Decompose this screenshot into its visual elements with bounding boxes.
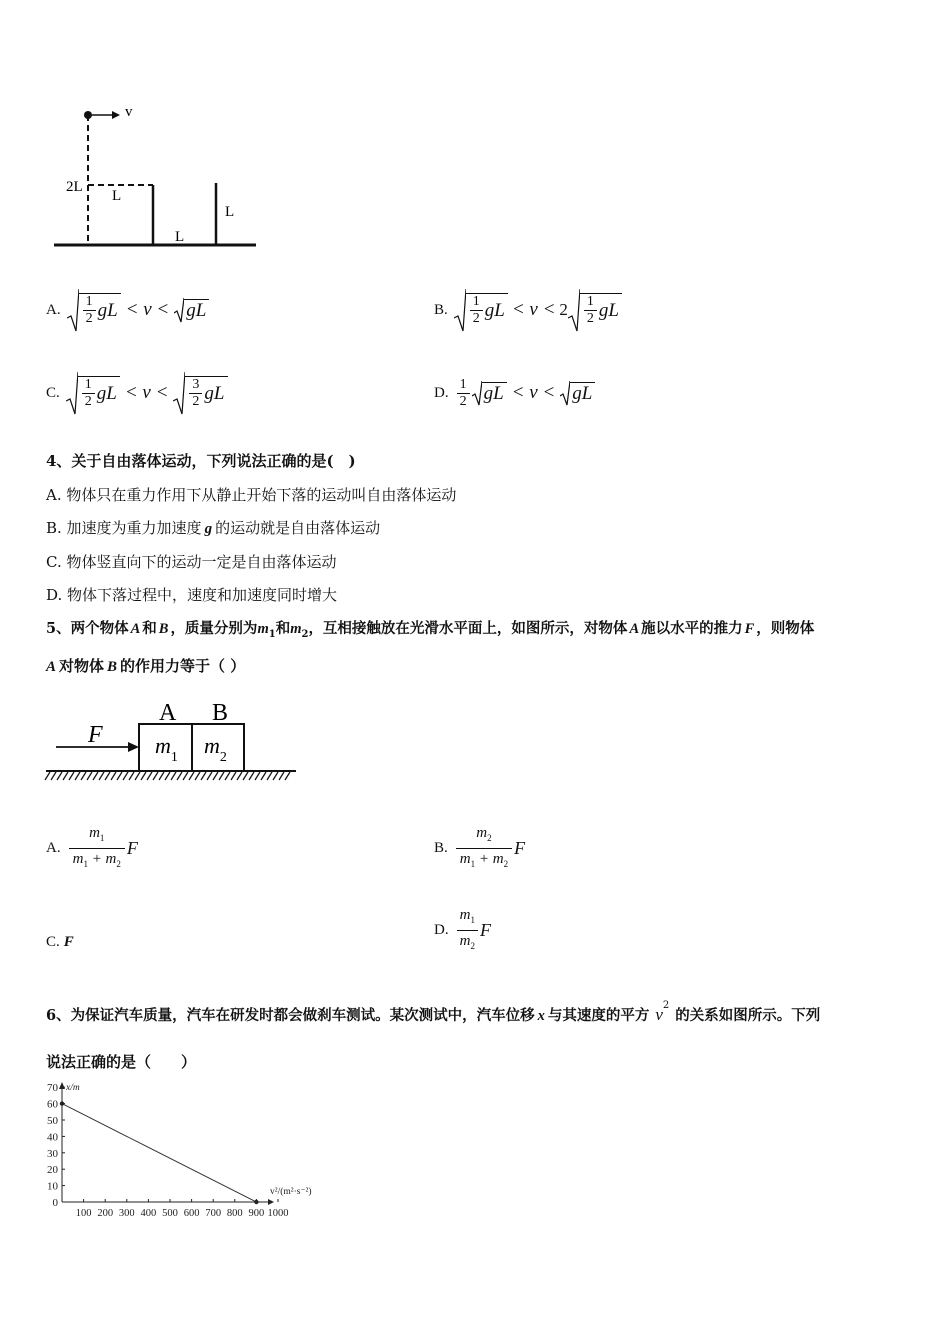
hatch-mark — [219, 772, 224, 780]
hatch-mark — [45, 772, 50, 780]
hatch-mark — [285, 772, 290, 780]
hatch-mark — [225, 772, 230, 780]
hatch-mark — [189, 772, 194, 780]
q5-option-c[interactable]: C. F — [46, 934, 74, 950]
hatch-mark — [99, 772, 104, 780]
label-A: A — [159, 700, 177, 726]
x-tick-label: 900 — [248, 1208, 265, 1219]
hatch-mark — [231, 772, 236, 780]
hatch-mark — [87, 772, 92, 780]
q4-option-b[interactable]: B. 加速度为重力加速度 g 的运动就是自由落体运动 — [46, 519, 381, 537]
hatch-mark — [129, 772, 134, 780]
label-B: B — [212, 700, 229, 726]
y-tick-label: 20 — [47, 1164, 58, 1177]
hatch-mark — [153, 772, 158, 780]
hatch-mark — [57, 772, 62, 780]
label-m2: $m_2$ — [204, 733, 227, 765]
hatch-mark — [249, 772, 254, 780]
hatch-mark — [75, 772, 80, 780]
q4-stem: 4、关于自由落体运动，下列说法正确的是( ) — [46, 452, 356, 470]
projectile-walls-figure — [50, 95, 270, 255]
hatch-mark — [165, 772, 170, 780]
velocity-arrowhead — [112, 111, 120, 119]
label-L-bottom: L — [175, 229, 185, 245]
q5-stem-line2: A 对物体 B 的作用力等于（ ） — [46, 657, 246, 675]
hatch-mark — [69, 772, 74, 780]
x-tick-label: 200 — [97, 1208, 114, 1219]
y-tick-label: 10 — [47, 1180, 58, 1193]
q6-stem-line1: 6、为保证汽车质量，汽车在研发时都会做刹车测试。某次测试中，汽车位移 x 与其速度的平方 $v^2$的关系如图所示。下列 — [46, 1000, 821, 1024]
data-point — [60, 1101, 64, 1105]
q5-option-b[interactable]: B. $\frac{m_2}{m_1 + m_2}$ F — [434, 823, 525, 873]
hatch-mark — [105, 772, 110, 780]
q6-stem-line2: 说法正确的是（ ） — [46, 1053, 197, 1071]
two-blocks-figure — [44, 696, 302, 786]
x-axis-label: v²/(m²·s⁻²) — [270, 1187, 312, 1197]
y-tick-label: 70 — [47, 1082, 58, 1095]
x-tick-label: 300 — [118, 1208, 135, 1219]
q3-option-b[interactable]: B. $\frac{1}{2}$ gL < v < 2 $\frac{1}{2}$ gL — [434, 285, 622, 335]
x-tick-label: 800 — [226, 1208, 243, 1219]
ball — [84, 111, 92, 119]
sqrt-expression: $\frac{1}{2}$ gL — [67, 288, 121, 332]
q4-option-c[interactable]: C. 物体竖直向下的运动一定是自由落体运动 — [46, 553, 337, 571]
y-axis-arrow — [59, 1082, 65, 1089]
hatch-mark — [183, 772, 188, 780]
q5-option-a[interactable]: A. $\frac{m_1}{m_1 + m_2}$ F — [46, 823, 138, 873]
hatch-mark — [135, 772, 140, 780]
force-arrowhead — [128, 742, 139, 752]
q3-option-a[interactable]: A. $\frac{1}{2}$ gL < v < gL — [46, 285, 209, 335]
hatch-mark — [171, 772, 176, 780]
hatch-mark — [255, 772, 260, 780]
hatch-mark — [51, 772, 56, 780]
y-tick-label: 40 — [47, 1131, 58, 1144]
x-tick-label: 600 — [183, 1208, 200, 1219]
y-tick-label: 0 — [52, 1197, 58, 1209]
hatch-mark — [141, 772, 146, 780]
q5-stem-line1: 5、两个物体 A 和 B ，质量分别为$m_1$和$m_2$，互相接触放在光滑水平面上，如图所示，对物体 A 施以水平的推力 F ，则物体 — [46, 620, 815, 640]
x-tick-label: 700 — [205, 1208, 222, 1219]
x-tick-label: 100 — [75, 1208, 92, 1219]
x-tick-label: 400 — [140, 1208, 157, 1219]
hatch-mark — [261, 772, 266, 780]
series-line — [62, 1104, 256, 1202]
label-L-top: L — [112, 188, 122, 204]
q4-option-d[interactable]: D. 物体下落过程中，速度和加速度同时增大 — [46, 586, 338, 604]
hatch-mark — [207, 772, 212, 780]
hatch-mark — [63, 772, 68, 780]
q3-option-d[interactable]: D. $\frac{1}{2}$ gL < v < gL — [434, 368, 595, 418]
hatch-mark — [201, 772, 206, 780]
y-tick-label: 50 — [47, 1115, 58, 1127]
floor-hatching — [45, 772, 290, 780]
label-2L: 2L — [66, 179, 83, 195]
x-vs-v2-chart — [38, 1080, 328, 1220]
y-axis-label: x/m — [66, 1083, 80, 1093]
hatch-mark — [111, 772, 116, 780]
q4-option-a[interactable]: A. 物体只在重力作用下从静止开始下落的运动叫自由落体运动 — [46, 486, 457, 504]
hatch-mark — [93, 772, 98, 780]
q5-option-d[interactable]: D. $\frac{m_1}{m_2}$ F — [434, 905, 491, 955]
q3-option-c[interactable]: C. $\frac{1}{2}$ gL < v < $\frac{3}{2}$ gL — [46, 368, 228, 418]
hatch-mark — [177, 772, 182, 780]
label-F: F — [88, 722, 103, 748]
hatch-mark — [195, 772, 200, 780]
x-tick-label: 1000 — [267, 1208, 289, 1219]
hatch-mark — [159, 772, 164, 780]
hatch-mark — [273, 772, 278, 780]
hatch-mark — [117, 772, 122, 780]
hatch-mark — [213, 772, 218, 780]
hatch-mark — [81, 772, 86, 780]
hatch-mark — [267, 772, 272, 780]
hatch-mark — [279, 772, 284, 780]
y-tick-label: 30 — [47, 1147, 58, 1160]
hatch-mark — [147, 772, 152, 780]
x-axis-arrow — [268, 1199, 274, 1205]
label-L-right: L — [225, 204, 235, 220]
label-v: v — [125, 104, 133, 120]
data-point — [254, 1200, 258, 1204]
x-tick-label: 500 — [162, 1208, 178, 1219]
y-tick-label: 60 — [47, 1098, 58, 1111]
hatch-mark — [123, 772, 128, 780]
hatch-mark — [243, 772, 248, 780]
hatch-mark — [237, 772, 242, 780]
label-m1: $m_1$ — [155, 733, 178, 765]
